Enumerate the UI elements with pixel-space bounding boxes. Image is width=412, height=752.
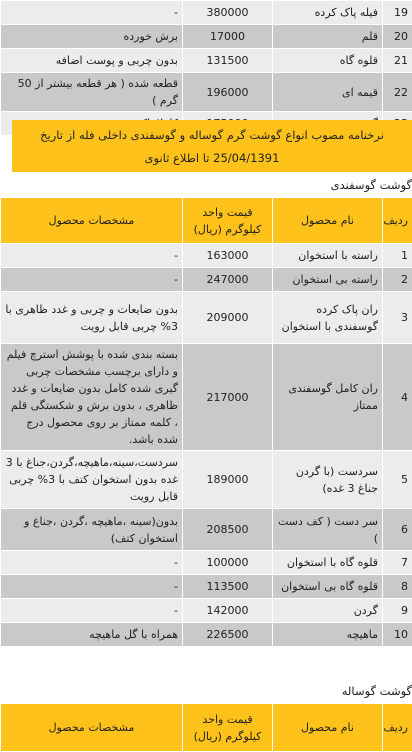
cell-price: 209000 [183, 292, 273, 344]
cell-num: 3 [383, 292, 412, 344]
cell-desc: - [1, 575, 183, 599]
cell-num: 6 [383, 509, 412, 551]
cell-name: قلوه گاه [273, 49, 383, 73]
header-num: ردیف [383, 198, 412, 244]
header-name: نام محصول [273, 198, 383, 244]
cell-price: 208500 [183, 509, 273, 551]
cell-desc: - [1, 1, 183, 25]
cell-name: قلوه گاه بی استخوان [273, 575, 383, 599]
cell-num: 22 [383, 73, 412, 112]
header-desc: مشخصات محصول [1, 198, 183, 244]
price-notice: نرخنامه مصوب انواع گوشت گرم گوساله و گوسفندی داخلی فله از تاریخ 25/04/1391 تا اطلاع ثانوی [12, 120, 412, 172]
cell-name: ران کامل گوسفندی ممتاز [273, 344, 383, 451]
cell-name: ماهیچه [273, 623, 383, 647]
table-row [1, 268, 412, 292]
cell-desc: - [1, 268, 183, 292]
cell-num: 7 [383, 551, 412, 575]
top-price-table [0, 0, 412, 136]
cell-num: 8 [383, 575, 412, 599]
cell-price: 226500 [183, 623, 273, 647]
table-header-row [1, 198, 412, 244]
cell-name: فیله پاک کرده [273, 1, 383, 25]
table-header-row [1, 704, 412, 752]
cell-name: سر دست ( کف دست ) [273, 509, 383, 551]
sheep-price-table [0, 197, 412, 647]
sheep-section-title: گوشت گوسفندی [12, 172, 412, 198]
table-row [1, 344, 412, 451]
cell-name: سردست (با گردن جناغ 3 غده) [273, 451, 383, 509]
cell-price: 189000 [183, 451, 273, 509]
cell-price: 217000 [183, 344, 273, 451]
table-row [1, 244, 412, 268]
table-row [1, 623, 412, 647]
cell-desc: - [1, 599, 183, 623]
price-list-page [12, 0, 412, 751]
cell-price: 100000 [183, 551, 273, 575]
cell-desc: بدون(سینه ،ماهیچه ،گردن ،جناغ و استخوان کتف) [1, 509, 183, 551]
table-row [1, 575, 412, 599]
cell-num: 19 [383, 1, 412, 25]
cell-desc: بسته بندی شده با پوشش استرچ فیلم و دارای برچسب مشخصات چربی گیری شده کامل بدون ضایعات و غدد ظاهری ، بدون برش و شکستگی قلم ، کلمه ممتاز بر روی محصول درج شده باشد. [1, 344, 183, 451]
cell-name: قیمه ای [273, 73, 383, 112]
cell-name: راسته با استخوان [273, 244, 383, 268]
cell-name: راسته بی استخوان [273, 268, 383, 292]
cell-desc: سردست،سینه،ماهیچه،گردن،جناغ با 3 غده بدون استخوان کتف با 3% چربی قابل رویت [1, 451, 183, 509]
cell-price: 17000 [183, 25, 273, 49]
header-price: قیمت واحد کیلوگرم (ریال) [183, 704, 273, 752]
cell-desc: همراه با گل ماهیچه [1, 623, 183, 647]
table-row [1, 451, 412, 509]
cell-num: 1 [383, 244, 412, 268]
cell-price: 131500 [183, 49, 273, 73]
cell-num: 10 [383, 623, 412, 647]
cell-price: 380000 [183, 1, 273, 25]
cell-num: 4 [383, 344, 412, 451]
cell-num: 21 [383, 49, 412, 73]
header-price: قیمت واحد کیلوگرم (ریال) [183, 198, 273, 244]
calf-price-table [0, 703, 412, 752]
cell-name: قلوه گاه با استخوان [273, 551, 383, 575]
table-row [1, 49, 412, 73]
cell-desc: برش خورده [1, 25, 183, 49]
cell-desc: قطعه شده ( هر قطعه بیشتر از 50 گرم ) [1, 73, 183, 112]
table-row [1, 599, 412, 623]
table-row [1, 292, 412, 344]
cell-price: 196000 [183, 73, 273, 112]
cell-num: 20 [383, 25, 412, 49]
cell-desc: بدون چربی و پوست اضافه [1, 49, 183, 73]
table-row [1, 73, 412, 112]
cell-price: 163000 [183, 244, 273, 268]
cell-name: قلم [273, 25, 383, 49]
table-row [1, 551, 412, 575]
cell-num: 9 [383, 599, 412, 623]
cell-num: 2 [383, 268, 412, 292]
header-desc: مشخصات محصول [1, 704, 183, 752]
header-name: نام محصول [273, 704, 383, 752]
table-row [1, 1, 412, 25]
cell-desc: - [1, 244, 183, 268]
header-num: ردیف [383, 704, 412, 752]
cell-price: 247000 [183, 268, 273, 292]
cell-desc: - [1, 551, 183, 575]
cell-price: 113500 [183, 575, 273, 599]
calf-section-title: گوشت گوساله [12, 678, 412, 704]
cell-num: 5 [383, 451, 412, 509]
cell-name: گردن [273, 599, 383, 623]
cell-price: 142000 [183, 599, 273, 623]
table-row [1, 25, 412, 49]
cell-name: ران پاک کرده گوسفندی با استخوان [273, 292, 383, 344]
table-row [1, 509, 412, 551]
cell-desc: بدون ضایعات و چربی و غدد ظاهری با 3% چربی قابل رویت [1, 292, 183, 344]
